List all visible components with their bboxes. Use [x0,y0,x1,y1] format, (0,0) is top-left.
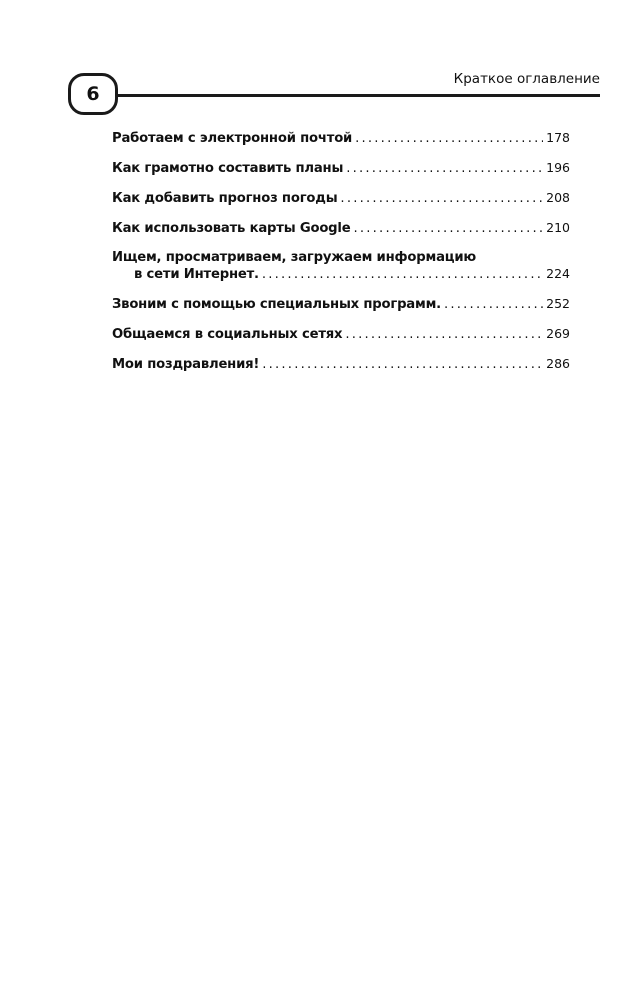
toc-entry[interactable] [112,326,570,343]
toc-entry-title: Ищем, просматриваем, загружаем информацию [112,250,477,265]
toc-entry-title: Как использовать карты Google [112,221,351,236]
toc-entry-page: 196 [546,160,570,175]
toc-entry[interactable] [112,220,570,237]
toc-entry-page: 210 [546,220,570,235]
toc-entry-title: Работаем с электронной почтой [112,131,353,146]
table-of-contents [112,130,570,386]
toc-leader-dots [346,161,543,177]
toc-entry-title: Как добавить прогноз погоды [112,191,338,206]
toc-entry[interactable] [112,250,570,283]
toc-entry-page: 178 [546,130,570,145]
toc-entry[interactable] [112,296,570,313]
toc-entry-page: 252 [546,296,570,311]
toc-entry-title-continuation: в сети Интернет. [134,267,259,282]
header-rule [118,94,600,97]
toc-entry-page: 208 [546,190,570,205]
toc-entry-page: 286 [546,356,570,371]
toc-entry-page: 224 [546,266,570,281]
running-header-title: Краткое оглавление [453,71,600,87]
toc-entry[interactable] [112,356,570,373]
toc-entry-title: Общаемся в социальных сетях [112,327,343,342]
toc-leader-dots [355,131,543,147]
toc-entry[interactable] [112,160,570,177]
toc-leader-dots [262,357,543,373]
page-number: 6 [86,83,100,105]
toc-leader-dots [340,191,543,207]
toc-entry-title: Мои поздравления! [112,357,260,372]
toc-entry-page: 269 [546,326,570,341]
toc-leader-dots [444,297,543,313]
toc-leader-dots [262,267,543,283]
toc-entry[interactable] [112,130,570,147]
toc-leader-dots [345,327,543,343]
toc-leader-dots [353,221,543,237]
toc-entry-title: Как грамотно составить планы [112,161,344,176]
toc-entry[interactable] [112,190,570,207]
toc-entry-title: Звоним с помощью специальных программ. [112,297,441,312]
page-number-badge [68,73,118,115]
